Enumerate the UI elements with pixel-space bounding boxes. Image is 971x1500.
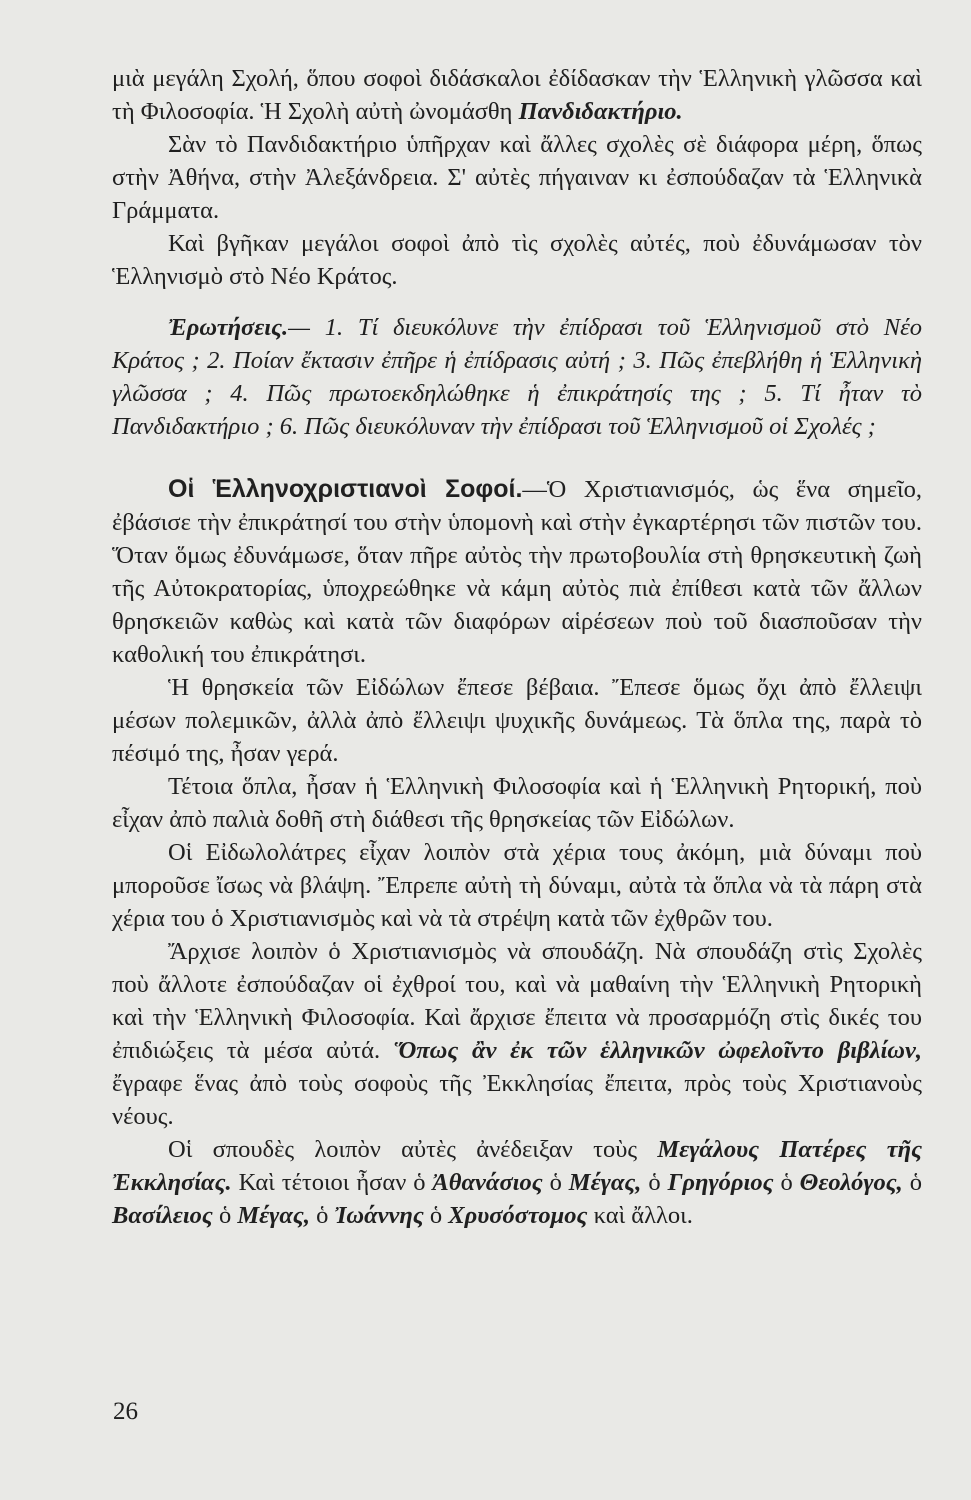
title-megas-2: Μέγας, bbox=[237, 1202, 310, 1229]
paragraph-9-mid-2: ὁ bbox=[542, 1169, 569, 1196]
paragraph-3: Καὶ βγῆκαν μεγάλοι σοφοὶ ἀπὸ τὶς σχολὲς αὐτές, ποὺ ἐδυνάμωσαν τὸν Ἑλληνισμὸ στὸ Νέο Κράτος. bbox=[112, 230, 922, 290]
questions-text: — 1. Τί διευκόλυνε τὴν ἐπίδρασι τοῦ Ἑλληνισμοῦ στὸ Νέο Κράτος ; 2. Ποίαν ἔκτασιν ἐπῆρε ἡ ἐπίδρασις αὐτή ; 3. Πῶς ἐπεβλήθη ἡ Ἑλληνικὴ γλῶσσα ; 4. Πῶς πρωτοεκδηλώθηκε ἡ ἐπικράτησίς της ; 5. Τί ἦταν τὸ Πανδιδακτήριο ; 6. Πῶς διευκόλυναν τὴν ἐπίδρασι τοῦ Ἑλληνισμοῦ οἱ Σχολές ; bbox=[112, 314, 922, 440]
paragraph-2: Σὰν τὸ Πανδιδακτήριο ὑπῆρχαν καὶ ἄλλες σχολὲς σὲ διάφορα μέρη, ὅπως στὴν Ἀθήνα, στὴν Ἀλεξάνδρεια. Σ' αὐτὲς πήγαιναν κι ἐσπούδαζαν τὰ Ἑλληνικὰ Γράμματα. bbox=[112, 131, 922, 224]
paragraph-9-mid-7: ὁ bbox=[309, 1202, 335, 1229]
paragraph-7: Οἱ Εἰδωλολάτρες εἶχαν λοιπὸν στὰ χέρια τους ἀκόμη, μιὰ δύναμι ποὺ μποροῦσε ἴσως νὰ βλάψη. Ἔπρεπε αὐτὴ τὴ δύναμι, αὐτὰ τὰ ὅπλα νὰ τὰ πάρη στὰ χέρια του ὁ Χριστιανισμὸς καὶ νὰ τὰ στρέψη κατὰ τῶν ἐχθρῶν του. bbox=[112, 839, 922, 932]
paragraph-5: Ἡ θρησκεία τῶν Εἰδώλων ἔπεσε βέβαια. Ἔπεσε ὅμως ὄχι ἀπὸ ἔλλειψι μέσων πολεμικῶν, ἀλλὰ ἀπὸ ἔλλειψι ψυχικῆς δυνάμεως. Τὰ ὅπλα της, παρὰ τὸ πέσιμό της, ἦσαν γερά. bbox=[112, 674, 922, 767]
paragraph-6: Τέτοια ὅπλα, ἦσαν ἡ Ἑλληνικὴ Φιλοσοφία καὶ ἡ Ἑλληνικὴ Ρητορική, ποὺ εἶχαν ἀπὸ παλιὰ δοθῆ στὴ διάθεσι τῆς θρησκείας τῶν Εἰδώλων. bbox=[112, 773, 922, 833]
name-ioannis: Ἰωάννης bbox=[334, 1202, 424, 1229]
title-theologos: Θεολόγος, bbox=[799, 1169, 903, 1196]
paragraph-8 bbox=[112, 935, 922, 1133]
page-number: 26 bbox=[113, 1398, 138, 1425]
name-grigorios: Γρηγόριος bbox=[667, 1169, 774, 1196]
name-vasileios: Βασίλειος bbox=[112, 1202, 213, 1229]
questions-block bbox=[112, 311, 922, 443]
paragraph-9-mid-1: Καὶ τέτοιοι ἦσαν ὁ bbox=[231, 1169, 433, 1196]
paragraph-9-mid-6: ὁ bbox=[212, 1202, 238, 1229]
paragraph-8-after-quote: ἔγραφε ἕνας ἀπὸ τοὺς σοφοὺς τῆς Ἐκκλησίας ἔπειτα, πρὸς τοὺς Χριστιανοὺς νέους. bbox=[112, 1070, 922, 1130]
name-athanasios: Ἀθανάσιος bbox=[432, 1169, 543, 1196]
pandidakterio-term: Πανδιδακτήριο. bbox=[518, 98, 683, 125]
section-paragraph bbox=[112, 473, 922, 671]
paragraph-9-mid-8: ὁ bbox=[423, 1202, 449, 1229]
title-chrysostomos: Χρυσόστομος bbox=[448, 1202, 588, 1229]
questions-title: Ἐρωτήσεις. bbox=[168, 314, 289, 341]
paragraph-9-end: καὶ ἄλλοι. bbox=[587, 1202, 693, 1229]
greek-quote: Ὅπως ἂν ἐκ τῶν ἑλληνικῶν ὠφελοῖντο βιβλίων, bbox=[393, 1037, 922, 1064]
section-opening-text: —Ὁ Χριστιανισμός, ὡς ἕνα σημεῖο, ἐβάσισε τὴν ἐπικράτησί του στὴν ὑπομονὴ καὶ στὴν ἐγκαρτέρησι τῶν πιστῶν του. Ὅταν ὅμως ἐδυνάμωσε, ὅταν πῆρε αὐτὸς τὴν πρωτοβουλία στὴ θρησκευτικὴ ζωὴ τῆς Αὐτοκρατορίας, ὑποχρεώθηκε νὰ κάμη αὐτὸς πιὰ ἐπίθεσι κατὰ τῶν ἄλλων θρησκειῶν καθὼς καὶ κατὰ τῶν διαφόρων αἱρέσεων ποὺ τοῦ διασποῦσαν τὴν καθολική του ἐπικράτησι. bbox=[112, 476, 922, 668]
paragraph-1-text: μιὰ μεγάλη Σχολή, ὅπου σοφοὶ διδάσκαλοι ἐδίδασκαν τὴν Ἑλληνικὴ γλῶσσα καὶ τὴ Φιλοσοφία. Ἡ Σχολὴ αὐτὴ ὠνομάσθη bbox=[112, 65, 922, 125]
paragraph-8-before-quote: Ἄρχισε λοιπὸν ὁ Χριστιανισμὸς νὰ σπουδάζη. Νὰ σπουδάζη στὶς Σχολὲς ποὺ ἄλλοτε ἐσπούδαζαν οἱ ἐχθροί του, καὶ νὰ μαθαίνη τὴν Ἑλληνικὴ Ρητορικὴ καὶ τὴν Ἑλληνικὴ Φιλοσοφία. Καὶ ἄρχισε ἔπειτα νὰ προσαρμόζη στὶς δικές του ἐπιδιώξεις τὰ μέσα αὐτά. bbox=[112, 938, 922, 1064]
title-megas-1: Μέγας, bbox=[568, 1169, 642, 1196]
paragraph-9-start: Οἱ σπουδὲς λοιπὸν αὐτὲς ἀνέδειξαν τοὺς bbox=[168, 1136, 658, 1163]
fathers-church-term: Μεγάλους Πατέρες τῆς Ἐκκλησίας. bbox=[112, 1136, 922, 1196]
paragraph-9-mid-5: ὁ bbox=[902, 1169, 923, 1196]
paragraph-9 bbox=[112, 1133, 922, 1232]
paragraph-9-mid-3: ὁ bbox=[641, 1169, 668, 1196]
paragraph-1 bbox=[112, 62, 922, 128]
paragraph-9-mid-4: ὁ bbox=[773, 1169, 800, 1196]
document-page bbox=[112, 62, 922, 1232]
section-title: Οἱ Ἑλληνοχριστιανοὶ Σοφοί. bbox=[168, 475, 523, 503]
